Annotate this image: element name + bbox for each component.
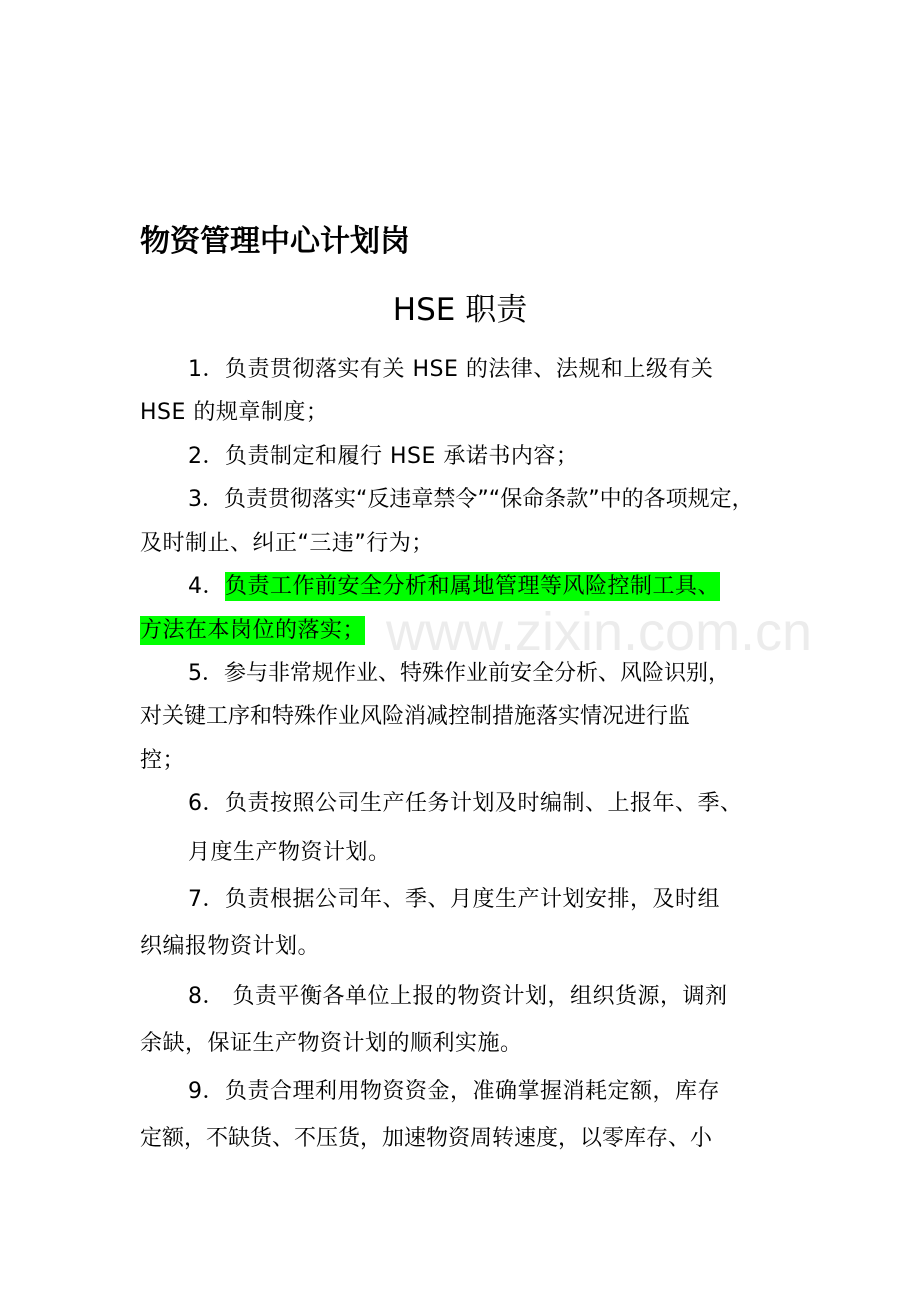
paragraph-line-highlighted (140, 616, 365, 646)
document-title: 物资管理中心计划岗 (140, 224, 410, 259)
paragraph-line: 织编报物资计划。 (140, 934, 321, 959)
highlighted-text: 负责工作前安全分析和属地管理等风险控制工具、 (225, 574, 721, 599)
paragraph-line: 1．负责贯彻落实有关 HSE 的法律、法规和上级有关 (188, 357, 714, 382)
paragraph-line: 5．参与非常规作业、特殊作业前安全分析、风险识别， (188, 661, 730, 686)
paragraph-line: 9．负责合理利用物资资金，准确掌握消耗定额，库存 (188, 1079, 720, 1104)
document-subtitle: HSE 职责 (392, 292, 528, 328)
paragraph-line: 2．负责制定和履行 HSE 承诺书内容； (188, 444, 579, 469)
paragraph-line: 及时制止、纠正“三违”行为； (140, 531, 434, 556)
paragraph-line: 7．负责根据公司年、季、月度生产计划安排，及时组 (188, 887, 720, 912)
item-number: 4． (188, 574, 225, 599)
paragraph-line: HSE 的规章制度； (140, 400, 329, 425)
paragraph-line-highlighted (188, 572, 720, 602)
paragraph-line: 8． 负责平衡各单位上报的物资计划，组织货源，调剂 (188, 984, 728, 1009)
paragraph-line: 余缺，保证生产物资计划的顺利实施。 (140, 1031, 523, 1056)
watermark: www.zixin.com.cn (386, 602, 813, 662)
paragraph-line: 6．负责按照公司生产任务计划及时编制、上报年、季、 (188, 791, 743, 816)
paragraph-line: 定额，不缺货、不压货，加速物资周转速度，以零库存、小 (140, 1126, 713, 1151)
paragraph-line: 月度生产物资计划。 (188, 840, 391, 865)
paragraph-line: 3．负责贯彻落实“反违章禁令”“保命条款”中的各项规定， (188, 487, 754, 512)
paragraph-line: 控； (140, 748, 186, 773)
highlighted-text: 方法在本岗位的落实； (140, 618, 366, 643)
paragraph-line: 对关键工序和特殊作业风险消减控制措施落实情况进行监 (140, 704, 691, 729)
